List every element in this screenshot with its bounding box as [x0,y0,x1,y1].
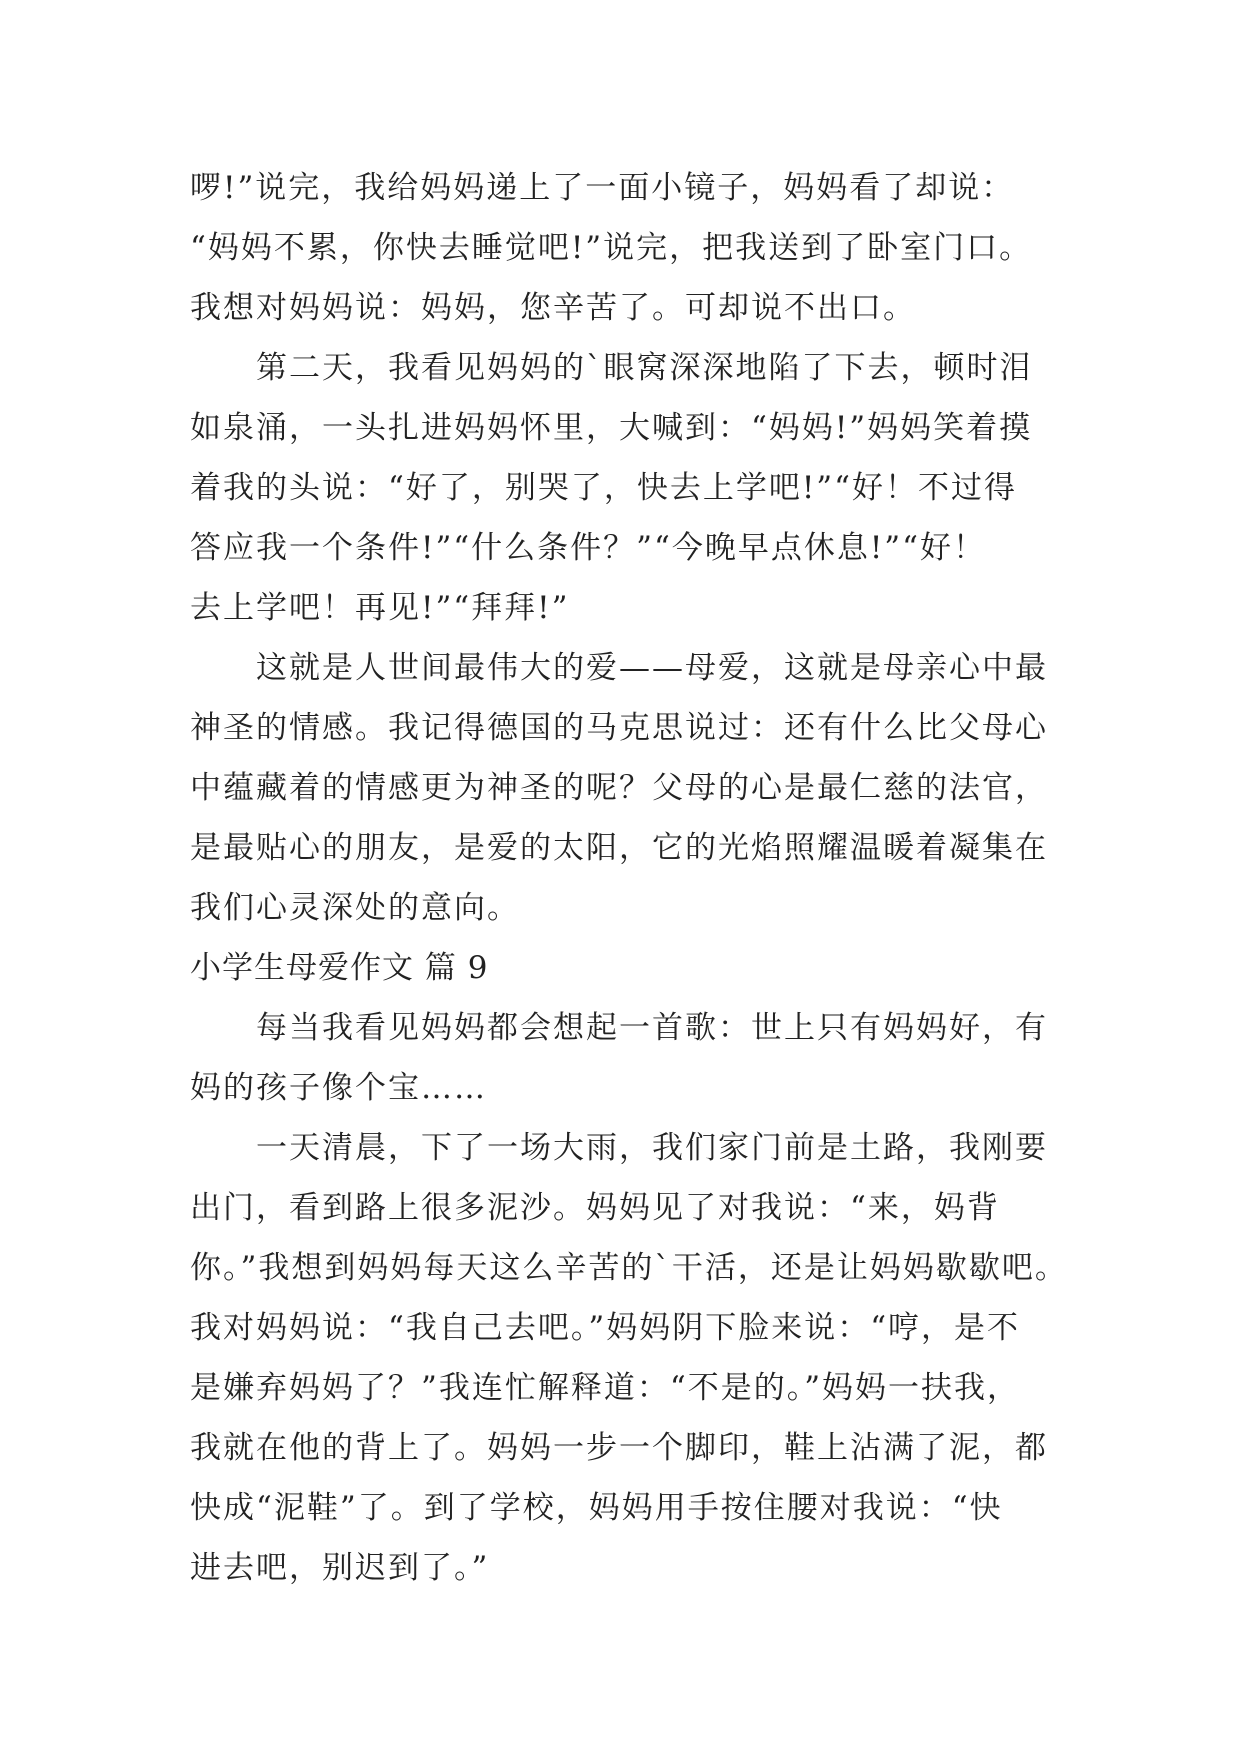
paragraph-mothers-love [190,638,1070,938]
text-line: 我想对妈妈说：妈妈，您辛苦了。可却说不出口。 [190,290,916,326]
text-line: 第二天，我看见妈妈的`眼窝深深地陷了下去，顿时泪 [256,350,1033,386]
text-line: 每当我看见妈妈都会想起一首歌：世上只有妈妈好，有 [256,1010,1048,1046]
text-line: 我们心灵深处的意向。 [190,890,520,926]
text-line: 快成“泥鞋”了。到了学校，妈妈用手按住腰对我说：“快 [190,1490,1003,1526]
paragraph-rainy-morning [190,1118,1070,1598]
text-line: 我就在他的背上了。妈妈一步一个脚印，鞋上沾满了泥，都 [190,1430,1048,1466]
paragraph-song [190,998,1070,1118]
text-line: 妈的孩子像个宝…… [190,1070,487,1106]
text-line: “妈妈不累，你快去睡觉吧!”说完，把我送到了卧室门口。 [190,230,1033,266]
section-heading: 小学生母爱作文 篇 9 [190,950,489,986]
text-line: 是最贴心的朋友，是爱的太阳，它的光焰照耀温暖着凝集在 [190,830,1048,866]
text-line: 是嫌弃妈妈了？”我连忙解释道：“不是的。”妈妈一扶我， [190,1370,1021,1406]
text-line: 一天清晨，下了一场大雨，我们家门前是土路，我刚要 [256,1130,1048,1166]
text-line: 去上学吧！再见!”“拜拜!” [190,590,570,626]
text-line: 啰!”说完，我给妈妈递上了一面小镜子，妈妈看了却说： [190,170,1015,206]
text-line: 神圣的情感。我记得德国的马克思说过：还有什么比父母心 [190,710,1048,746]
text-line: 进去吧，别迟到了。” [190,1550,490,1586]
text-line: 这就是人世间最伟大的爱——母爱，这就是母亲心中最 [256,650,1048,686]
document-body [190,158,1070,1598]
text-line: 出门，看到路上很多泥沙。妈妈见了对我说：“来，妈背 [190,1190,1000,1226]
text-line: 答应我一个条件!”“什么条件？”“今晚早点休息!”“好！ [190,530,987,566]
paragraph-next-day [190,338,1070,638]
text-line: 我对妈妈说：“我自己去吧。”妈妈阴下脸来说：“哼，是不 [190,1310,1021,1346]
text-line: 你。”我想到妈妈每天这么辛苦的`干活，还是让妈妈歇歇吧。 [190,1250,1068,1286]
text-line: 中蕴藏着的情感更为神圣的呢？父母的心是最仁慈的法官， [190,770,1048,806]
text-line: 如泉涌，一头扎进妈妈怀里，大喊到：“妈妈!”妈妈笑着摸 [190,410,1033,446]
paragraph-continuation [190,158,1070,338]
text-line: 着我的头说：“好了，别哭了，快去上学吧!”“好！不过得 [190,470,1017,506]
